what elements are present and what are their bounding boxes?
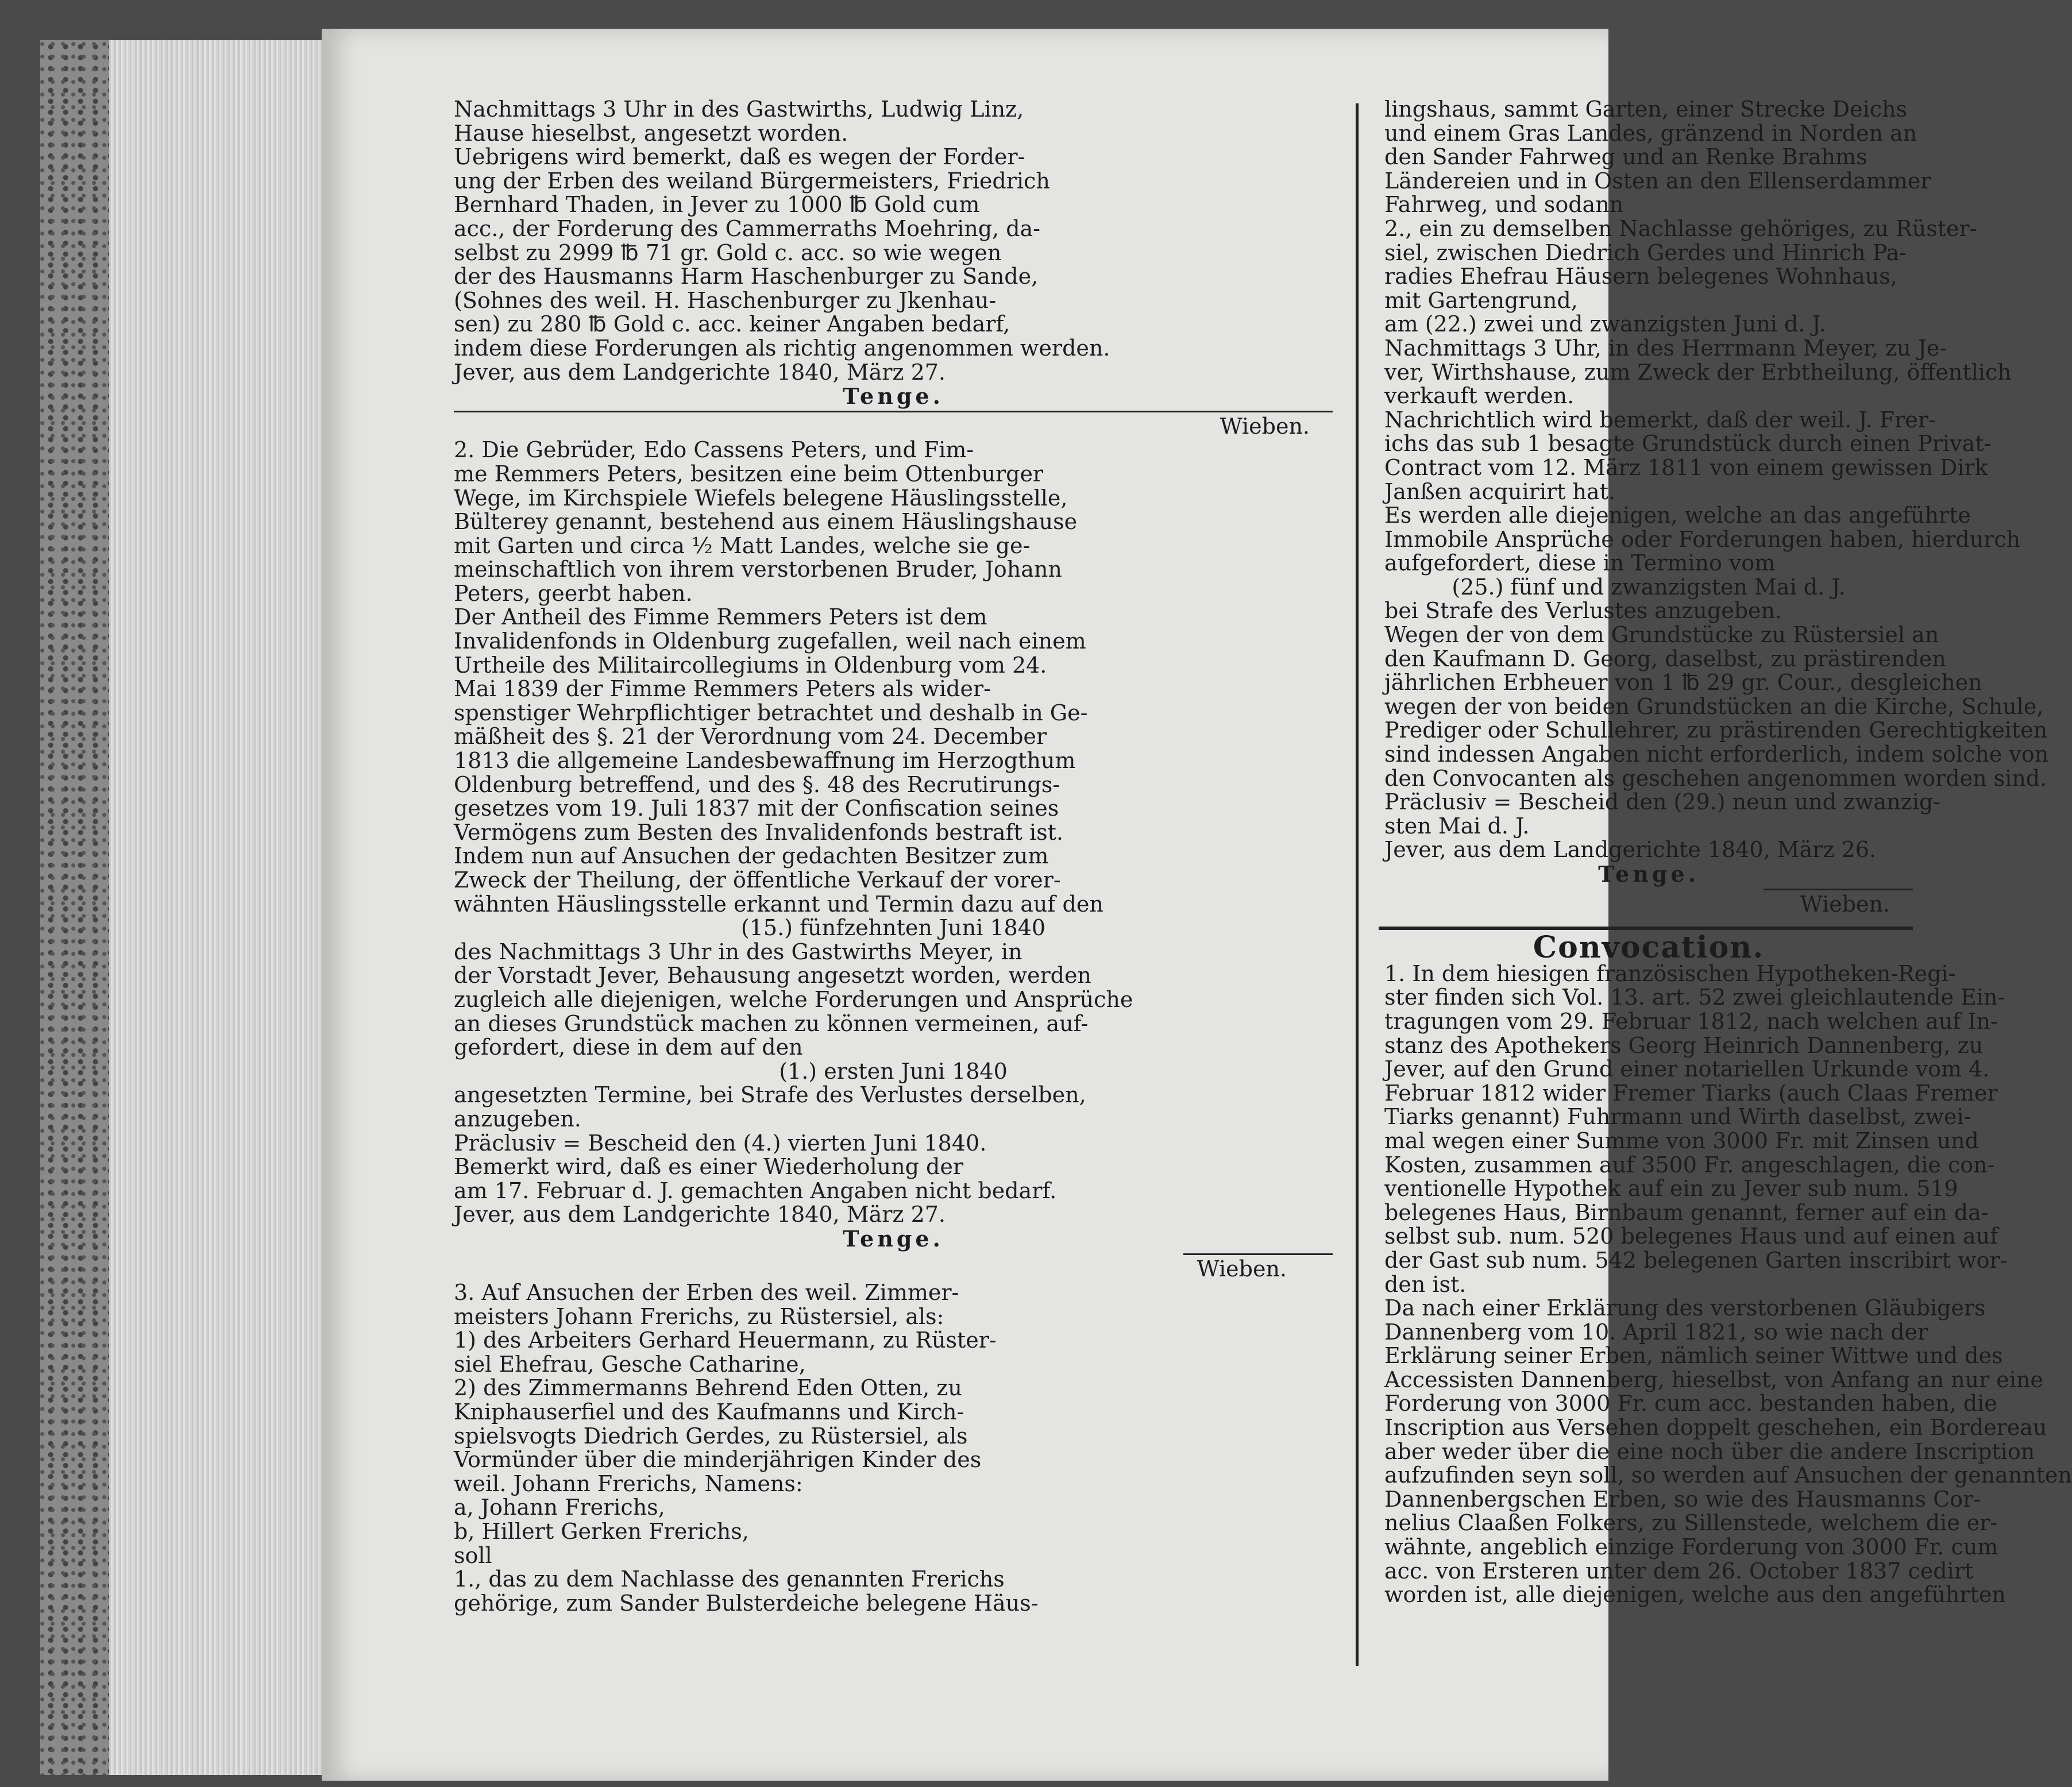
text-line: (Sohnes des weil. H. Haschenburger zu Jkenhau- (454, 287, 997, 313)
text-line: wähnte, angeblich einzige Forderung von 3000 Fr. cum (1384, 1534, 1998, 1560)
text-line: acc., der Forderung des Cammerraths Moehring, da- (454, 215, 1041, 241)
text-line: der Vorstadt Jever, Behausung angesetzt worden, werden (454, 963, 1091, 989)
text-line: belegenes Haus, Birnbaum genannt, ferner auf ein da- (1384, 1199, 1989, 1225)
text-line: Jever, aus dem Landgerichte 1840, März 26. (1384, 837, 1877, 863)
right-block-2 (1384, 598, 2049, 863)
text-line: lingshaus, sammt Garten, einer Strecke Deichs (1384, 97, 1908, 122)
document-page (322, 29, 2072, 1781)
text-line: den Convocanten als geschehen angenommen worden sind. (1384, 765, 2047, 791)
text-line: anzugeben. (454, 1106, 581, 1132)
text-line: Fahrweg, und sodann (1384, 192, 1624, 218)
text-line: a, Johann Frerichs, (454, 1495, 665, 1520)
text-line: Präclusiv = Bescheid den (29.) neun und zwanzig- (1384, 789, 1941, 815)
text-line: spenstiger Wehrpflichtiger betrachtet und deshalb in Ge- (454, 700, 1088, 725)
section-heading: Convocation. (1533, 930, 1765, 966)
text-line: am 17. Februar d. J. gemachten Angaben nicht bedarf. (454, 1178, 1057, 1203)
text-line: sind indessen Angaben nicht erforderlich, indem solche von (1384, 742, 2049, 767)
text-line: acc. von Ersteren unter dem 26. October 1837 cedirt (1384, 1558, 1974, 1584)
text-line: ventionelle Hypothek auf ein zu Jever sub num. 519 (1384, 1176, 1958, 1202)
text-line: Forderung von 3000 Fr. cum acc. bestanden haben, die (1384, 1391, 1997, 1417)
text-line: Nachrichtlich wird bemerkt, daß der weil. J. Frer- (1384, 407, 1936, 433)
text-line: Dannenbergschen Erben, so wie des Hausmanns Cor- (1384, 1486, 1981, 1512)
date-line: (25.) fünf und zwanzigsten Mai d. J. (1452, 574, 1846, 600)
date-line: (15.) fünfzehnten Juni 1840 (740, 915, 1046, 941)
text-line: Mai 1839 der Fimme Remmers Peters als wider- (454, 676, 991, 702)
text-line: me Remmers Peters, besitzen eine beim Ottenburger (454, 461, 1044, 487)
text-line: mit Garten und circa ½ Matt Landes, welche sie ge- (454, 532, 1031, 558)
text-line: indem diese Forderungen als richtig angenommen werden. (454, 335, 1110, 361)
text-line: 2. Die Gebrüder, Edo Cassens Peters, und Fim- (454, 437, 974, 463)
text-line: 2) des Zimmermanns Behrend Eden Otten, zu (454, 1375, 962, 1401)
clerk-wieben: Wieben. (1220, 413, 1310, 439)
section-rule (454, 411, 1333, 412)
text-line: soll (454, 1542, 492, 1568)
text-line: verkauft werden. (1384, 383, 1575, 409)
left-block-4 (454, 1083, 1333, 1227)
text-line: wähnten Häuslingsstelle erkannt und Termin dazu auf den (454, 891, 1103, 917)
text-line: Kniphauserfiel und des Kaufmanns und Kirch- (454, 1399, 964, 1425)
text-line: Bernhard Thaden, in Jever zu 1000 ℔ Gold cum (454, 192, 980, 218)
text-line: Prediger oder Schullehrer, zu prästirenden Gerechtigkeiten (1384, 717, 2048, 743)
text-line: Erklärung seiner Erben, nämlich seiner Wittwe und des (1384, 1343, 2003, 1369)
text-line: Accessisten Dannenberg, hieselbst, von Anfang an nur eine (1384, 1367, 2043, 1392)
text-line: ung der Erben des weiland Bürgermeisters, Friedrich (454, 168, 1050, 194)
text-line: tragungen vom 29. Februar 1812, nach welchen auf In- (1384, 1008, 1998, 1034)
left-block-5 (454, 1281, 1333, 1615)
text-line: siel Ehefrau, Gesche Catharine, (454, 1351, 806, 1377)
text-line: den Kaufmann D. Georg, daselbst, zu prästirenden (1384, 646, 1946, 671)
text-line: mit Gartengrund, (1384, 287, 1578, 313)
text-line: Präclusiv = Bescheid den (4.) vierten Juni 1840. (454, 1130, 987, 1156)
date-line: (1.) ersten Juni 1840 (779, 1058, 1008, 1084)
text-line: Peters, geerbt haben. (454, 580, 693, 606)
text-line: Urtheile des Militaircollegiums in Oldenburg vom 24. (454, 652, 1047, 678)
text-line: an dieses Grundstück machen zu können vermeinen, auf- (454, 1010, 1089, 1036)
right-column (1384, 97, 2072, 1608)
text-line: Da nach einer Erklärung des verstorbenen Gläubigers (1384, 1295, 1986, 1321)
text-line: meisters Johann Frerichs, zu Rüstersiel, als: (454, 1303, 944, 1329)
right-block-1 (1384, 97, 2020, 576)
text-line: wegen der von beiden Grundstücken an die Kirche, Schule, (1384, 693, 2044, 719)
text-line: zugleich alle diejenigen, welche Forderungen und Ansprüche (454, 986, 1133, 1012)
text-line: radies Ehefrau Häusern belegenes Wohnhaus, (1384, 264, 1897, 290)
text-line: ichs das sub 1 besagte Grundstück durch einen Privat- (1384, 431, 1992, 457)
text-line: ver, Wirthshause, zum Zweck der Erbtheilung, öffentlich (1384, 359, 2012, 385)
left-block-1 (454, 98, 1333, 384)
text-line: Nachmittags 3 Uhr, in des Herrmann Meyer, zu Je- (1384, 335, 1947, 361)
text-line: Vormünder über die minderjährigen Kinder des (454, 1447, 982, 1473)
page-stack (109, 40, 323, 1775)
text-line: Es werden alle diejenigen, welche an das angeführte (1384, 503, 1971, 528)
text-line: Jever, aus dem Landgerichte 1840, März 27. (454, 1202, 946, 1228)
text-line: 2., ein zu demselben Nachlasse gehöriges, zu Rüster- (1384, 215, 1977, 241)
text-line: mäßheit des §. 21 der Verordnung vom 24. December (454, 724, 1047, 750)
text-line: 3. Auf Ansuchen der Erben des weil. Zimmer- (454, 1280, 959, 1306)
left-block-3 (454, 940, 1333, 1060)
text-line: selbst sub. num. 520 belegenes Haus und auf einen auf (1384, 1224, 1998, 1249)
text-line: 1., das zu dem Nachlasse des genannten Frerichs (454, 1566, 1005, 1592)
text-line: Invalidenfonds in Oldenburg zugefallen, weil nach einem (454, 628, 1086, 654)
text-line: und einem Gras Landes, gränzend in Norden an (1384, 120, 1917, 146)
clerk-wieben: Wieben. (1800, 891, 1890, 917)
text-line: Indem nun auf Ansuchen der gedachten Besitzer zum (454, 843, 1049, 869)
text-line: jährlichen Erbheuer von 1 ℔ 29 gr. Cour., desgleichen (1384, 670, 1982, 696)
text-line: Inscription aus Versehen doppelt geschehen, ein Bordereau (1384, 1415, 2047, 1441)
text-line: 1) des Arbeiters Gerhard Heuermann, zu Rüster- (454, 1327, 997, 1353)
text-line: Wege, im Kirchspiele Wiefels belegene Häuslingsstelle, (454, 485, 1068, 511)
text-line: den Sander Fahrweg und an Renke Brahms (1384, 144, 1867, 170)
text-line: ster finden sich Vol. 13. art. 52 zwei gleichlautende Ein- (1384, 985, 2005, 1010)
signature-tenge: Tenge. (843, 383, 944, 410)
text-line: Uebrigens wird bemerkt, daß es wegen der Forder- (454, 144, 1025, 170)
signature-tenge: Tenge. (843, 1225, 944, 1252)
left-block-2 (454, 438, 1333, 916)
text-line: sten Mai d. J. (1384, 813, 1530, 839)
text-line: b, Hillert Gerken Frerichs, (454, 1519, 749, 1545)
text-line: meinschaftlich von ihrem verstorbenen Bruder, Johann (454, 557, 1062, 582)
text-line: selbst zu 2999 ℔ 71 gr. Gold c. acc. so wie wegen (454, 240, 1002, 265)
text-line: Bemerkt wird, daß es einer Wiederholung der (454, 1154, 964, 1180)
text-line: spielsvogts Diedrich Gerdes, zu Rüstersiel, als (454, 1423, 968, 1449)
signature-tenge: Tenge. (1598, 861, 1699, 887)
text-line: Immobile Ansprüche oder Forderungen haben, hierdurch (1384, 526, 2020, 552)
text-line: Zweck der Theilung, der öffentliche Verkauf der vorer- (454, 867, 1061, 893)
text-line: des Nachmittags 3 Uhr in des Gastwirths Meyer, in (454, 939, 1023, 964)
text-line: der des Hausmanns Harm Haschenburger zu Sande, (454, 264, 1039, 290)
text-line: gefordert, diese in dem auf den (454, 1035, 803, 1060)
text-line: aber weder über die eine noch über die andere Inscription (1384, 1438, 2035, 1464)
text-line: 1. In dem hiesigen französischen Hypotheken-Regi- (1384, 960, 1956, 986)
text-line: Jever, auf den Grund einer notariellen Urkunde vom 4. (1384, 1056, 1990, 1082)
text-line: Oldenburg betreffend, und des §. 48 des Recrutirungs- (454, 771, 1060, 797)
text-line: Der Antheil des Fimme Remmers Peters ist dem (454, 604, 987, 630)
right-block-3 (1384, 960, 2072, 1608)
text-line: nelius Claaßen Folkers, zu Sillenstede, welchem die er- (1384, 1510, 1998, 1536)
text-line: Dannenberg vom 10. April 1821, so wie nach der (1384, 1319, 1928, 1345)
text-line: den ist. (1384, 1271, 1467, 1297)
text-line: Janßen acquirirt hat. (1384, 478, 1615, 504)
clerk-wieben: Wieben. (1197, 1256, 1287, 1282)
text-line: Kosten, zusammen auf 3500 Fr. angeschlagen, die con- (1384, 1152, 1995, 1178)
column-divider (1356, 103, 1359, 1666)
text-line: Februar 1812 wider Fremer Tiarks (auch Claas Fremer (1384, 1080, 1998, 1106)
text-line: mal wegen einer Summe von 3000 Fr. mit Zinsen und (1384, 1128, 1979, 1153)
text-line: stanz des Apothekers Georg Heinrich Dannenberg, zu (1384, 1032, 1984, 1058)
text-line: Tiarks genannt) Fuhrmann und Wirth daselbst, zwei- (1384, 1104, 1971, 1130)
text-line: sen) zu 280 ℔ Gold c. acc. keiner Angaben bedarf, (454, 311, 1010, 337)
text-line: gesetzes vom 19. Juli 1837 mit der Confiscation seines (454, 796, 1059, 821)
text-line: am (22.) zwei und zwanzigsten Juni d. J. (1384, 311, 1826, 337)
left-column (454, 98, 1333, 1615)
text-line: aufzufinden seyn soll, so werden auf Ansuchen der genannten (1384, 1462, 2072, 1488)
text-line: der Gast sub num. 542 belegenen Garten inscribirt wor- (1384, 1247, 2008, 1273)
text-line: aufgefordert, diese in Termino vom (1384, 550, 1776, 576)
text-line: Vermögens zum Besten des Invalidenfonds bestraft ist. (454, 819, 1063, 845)
text-line: Bülterey genannt, bestehend aus einem Häuslingshause (454, 509, 1078, 535)
text-line: Ländereien und in Osten an den Ellenserdammer (1384, 168, 1931, 194)
text-line: worden ist, alle diejenigen, welche aus den angeführten (1384, 1582, 2006, 1608)
text-line: Nachmittags 3 Uhr in des Gastwirths, Ludwig Linz, (454, 97, 1024, 122)
text-line: siel, zwischen Diedrich Gerdes und Hinrich Pa- (1384, 240, 1907, 265)
text-line: weil. Johann Frerichs, Namens: (454, 1470, 803, 1496)
text-line: Wegen der von dem Grundstücke zu Rüstersiel an (1384, 622, 1939, 648)
text-line: gehörige, zum Sander Bulsterdeiche belegene Häus- (454, 1590, 1039, 1616)
text-line: 1813 die allgemeine Landesbewaffnung im Herzogthum (454, 748, 1076, 774)
text-line: Jever, aus dem Landgerichte 1840, März 27. (454, 359, 946, 385)
text-line: Contract vom 12. März 1811 von einem gewissen Dirk (1384, 454, 1988, 480)
text-line: Hause hieselbst, angesetzt worden. (454, 120, 848, 146)
section-rule (1764, 889, 1913, 890)
text-line: angesetzten Termine, bei Strafe des Verlustes derselben, (454, 1082, 1086, 1108)
text-line: bei Strafe des Verlustes anzugeben. (1384, 598, 1782, 624)
book-edge (40, 40, 110, 1775)
section-rule (1183, 1253, 1333, 1255)
